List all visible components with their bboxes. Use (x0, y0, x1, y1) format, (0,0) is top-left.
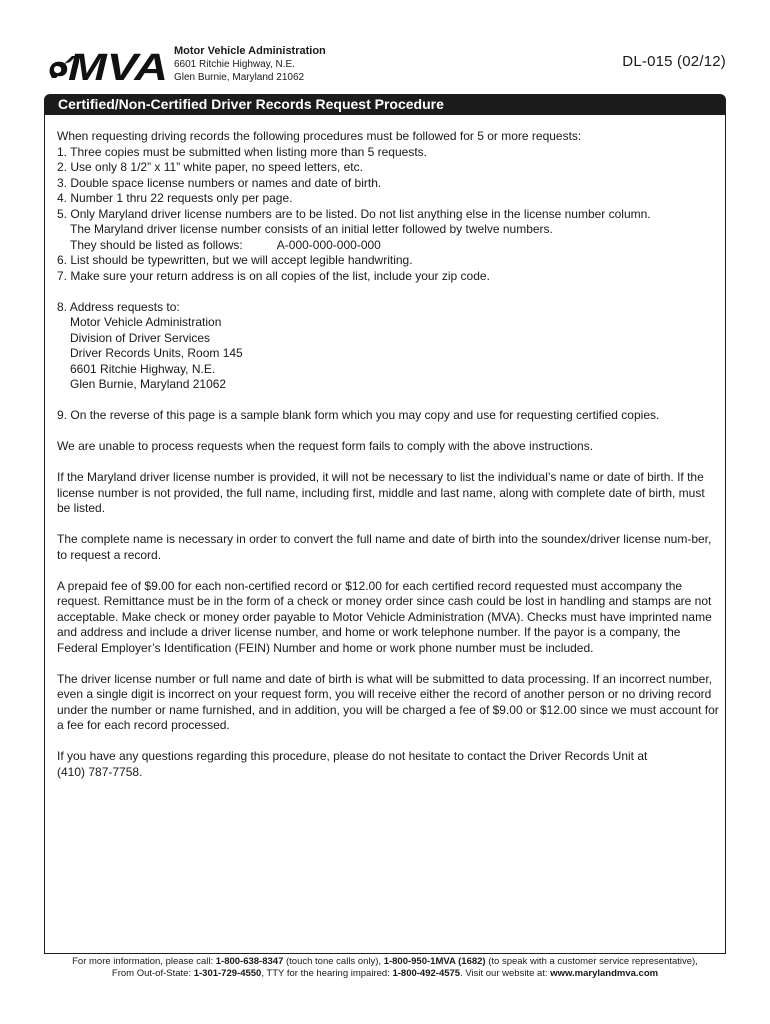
fee-paragraph: A prepaid fee of $9.00 for each non-certified record or $12.00 for each certified record requested must accompany the request. Remittance must be in the form of a check or money order since cash could be lost in handling and stamps are not acceptable. Make check or money order payable to Motor Vehicle Administration (MVA). Checks must have imprinted name and address and include a driver license number, and home or work telephone number. If the payor is a company, the Federal Employer’s Identification (FEIN) Number and home or work phone number must be included. (57, 578, 712, 655)
footer-line1: For more information, please call: 1-800-638-8347 (touch tone calls only), 1-800-950-1MVA (1682) (to speak with a customer service representative), (72, 956, 698, 967)
intro-text: When requesting driving records the following procedures must be followed for 5 or more requests: (57, 129, 582, 143)
unable-paragraph: We are unable to process requests when the request form fails to comply with the above instructions. (57, 439, 594, 453)
phone-number: 1-301-729-4550 (193, 968, 262, 979)
procedure-content (57, 129, 719, 780)
mailing-address-line: Glen Burnie, Maryland 21062 (70, 377, 227, 391)
license-format: A-000-000-000-000 (276, 237, 381, 252)
certified-fee: $12.00 (345, 578, 382, 593)
mailing-address-line: Driver Records Units, Room 145 (70, 346, 243, 360)
form-number: DL-015 (02/12) (622, 53, 726, 70)
list-item: 6. List should be typewritten, but we will accept legible handwriting. (57, 253, 413, 267)
list-item: 8. Address requests to: (57, 299, 180, 314)
phone-number: 1-800-950-1MVA (1682) (383, 956, 486, 967)
single-digit-emphasis: single digit (96, 687, 154, 701)
mailing-address-line: Motor Vehicle Administration (70, 315, 222, 329)
payee-name: Motor Vehicle Administration (MVA) (332, 609, 521, 624)
page-footer (0, 956, 770, 980)
questions-paragraph: If you have any questions regarding this procedure, please do not hesitate to contact the Driver Records Unit at (410) 787-7758. (57, 749, 648, 779)
page-header (0, 0, 770, 92)
footer-line2: From Out-of-State: 1-301-729-4550, TTY for the hearing impaired: 1-800-492-4575. Visit our website at: www.marylandmva.com (111, 968, 659, 979)
step5-format-line: They should be listed as follows: A-000-000-000-000 (70, 237, 381, 252)
complete-name-paragraph: The complete name is necessary in order to convert the full name and date of birth into the soundex/driver license num-ber, to request a record. (57, 532, 712, 562)
svg-text:MVA: MVA (68, 47, 168, 86)
list-item: 4. Number 1 thru 22 requests only per page. (57, 191, 293, 205)
noncertified-fee: $9.00 (144, 578, 175, 593)
agency-address-line2: Glen Burnie, Maryland 21062 (174, 72, 305, 83)
list-item: 3. Double space license numbers or names and date of birth. (57, 175, 382, 190)
section-title: Certified/Non-Certified Driver Records Request Procedure (44, 94, 726, 115)
list-item: 9. On the reverse of this page is a sample blank form which you may copy and use for requesting certified copies. (57, 408, 660, 422)
list-item: 5. Only Maryland driver license numbers are to be listed. Do not list anything else in the license number column. (57, 206, 651, 221)
agency-name: Motor Vehicle Administration (174, 45, 326, 57)
license-paragraph: If the Maryland driver license number is provided, it will not be necessary to list the individual’s name or date of birth. If the license number is not provided, the full name, including first, middle and last name, along with complete date of birth, must be listed. (57, 470, 705, 515)
phone-number: 1-800-492-4575 (392, 968, 461, 979)
mva-logo (46, 44, 170, 86)
list-item: 1. Three copies must be submitted when listing more than 5 requests. (57, 144, 427, 159)
mailing-address-line: 6601 Ritchie Highway, N.E. (70, 361, 216, 376)
website-link[interactable]: www.marylandmva.com (550, 968, 659, 979)
list-item: 7. Make sure your return address is on all copies of the list, include your zip code. (57, 268, 490, 283)
agency-block (174, 45, 326, 84)
processing-paragraph: The driver license number or full name and date of birth is what will be submitted to data processing. If an incorrect number, even a single digit is incorrect on your request form, you will receive either the record of another person or no driving record under the number or name furnished, and in addition, you will be charged a fee of $9.00 or $12.00 since we must account for a fee for each record processed. (57, 671, 719, 732)
agency-address-line1: 6601 Ritchie Highway, N.E. (174, 59, 295, 70)
contact-phone: (410) 787-7758 (57, 764, 140, 779)
step5-detail: The Maryland driver license number consists of an initial letter followed by twelve numbers. (70, 222, 553, 236)
phone-number: 1-800-638-8347 (215, 956, 284, 967)
list-item: 2. Use only 8 1/2” x 11” white paper, no speed letters, etc. (57, 160, 363, 174)
mailing-address-line: Division of Driver Services (70, 330, 211, 345)
